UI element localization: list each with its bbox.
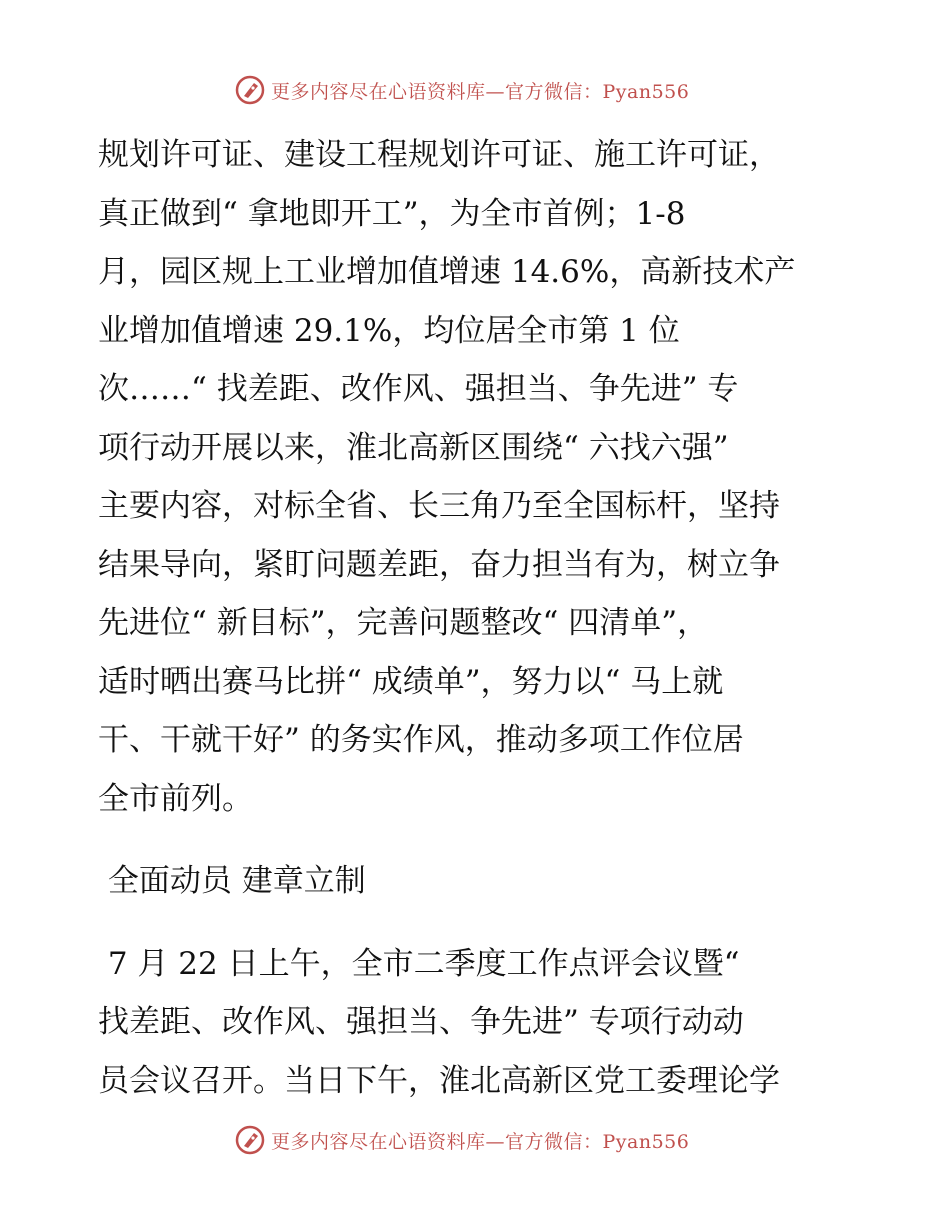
text-line: 全市前列。 xyxy=(98,780,253,817)
text-line: 主要内容，对标全省、长三角乃至全国标杆，坚持 xyxy=(98,488,780,524)
text-line: 业增加值增速 29.1%，均位居全市第 1 位 xyxy=(98,312,680,349)
text-line: 真正做到“ 拿地即开工”，为全市首例；1-8 xyxy=(98,195,686,232)
text-line: 结果导向，紧盯问题差距，奋力担当有为，树立争 xyxy=(98,546,780,583)
footer-watermark xyxy=(0,1120,950,1160)
paragraph xyxy=(98,126,858,828)
pen-nib-circle-icon xyxy=(235,75,265,105)
text-line: 项行动开展以来，淮北高新区围绕“ 六找六强” xyxy=(98,429,729,466)
pen-nib-circle-icon xyxy=(235,1125,265,1155)
text-line: 规划许可证、建设工程规划许可证、施工许可证， xyxy=(98,137,780,173)
text-line: 员会议召开。当日下午，淮北高新区党工委理论学 xyxy=(98,1062,780,1099)
text-line: 适时晒出赛马比拼“ 成绩单”，努力以“ 马上就 xyxy=(98,663,724,700)
header-watermark xyxy=(0,70,950,110)
text-line: 7 月 22 日上午，全市二季度工作点评会议暨“ xyxy=(98,945,740,982)
paragraph xyxy=(98,935,858,1111)
text-line: 月，园区规上工业增加值增速 14.6%，高新技术产 xyxy=(98,254,796,290)
text-line: 次……“ 找差距、改作风、强担当、争先进” 专 xyxy=(98,371,739,407)
text-line: 先进位“ 新目标”，完善问题整改“ 四清单”， xyxy=(98,605,709,641)
watermark-text: 更多内容尽在心语资料库—官方微信：Pyan556 xyxy=(271,80,690,103)
text-line: 干、干就干好” 的务实作风，推动多项工作位居 xyxy=(98,722,744,758)
document-body xyxy=(98,126,858,1110)
text-line: 找差距、改作风、强担当、争先进” 专项行动动 xyxy=(98,1004,744,1040)
watermark-text: 更多内容尽在心语资料库—官方微信：Pyan556 xyxy=(271,1130,690,1153)
section-heading: 全面动员 建章立制 xyxy=(98,863,366,899)
